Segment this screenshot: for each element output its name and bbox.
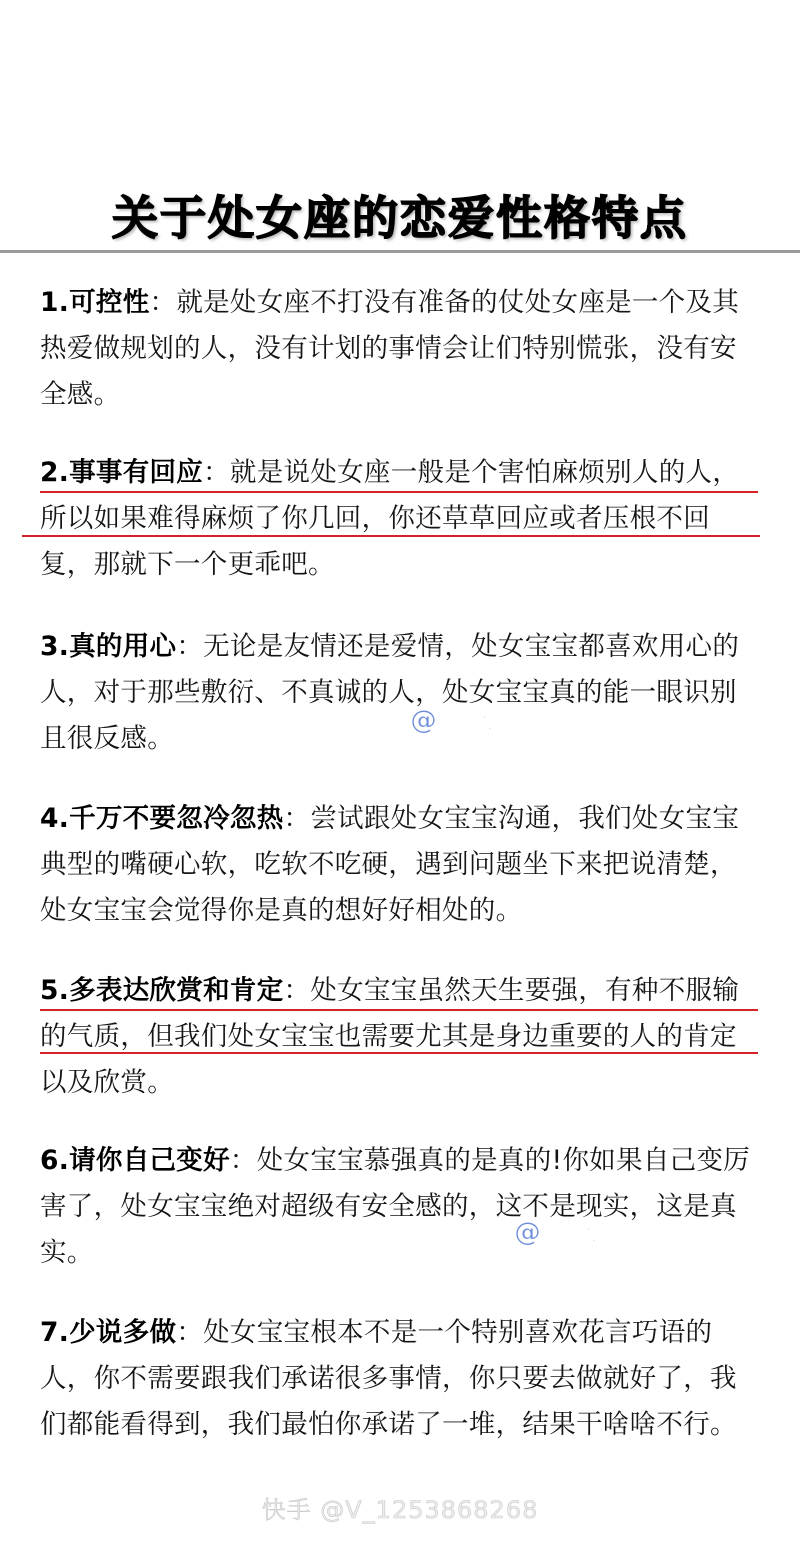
item-heading: 2.事事有回应	[40, 457, 204, 488]
item-body: 就是说处女座一般是个害怕麻烦别人的人，所以如果难得麻烦了你几回，你还草草回应或者压根不回复，那就下一个更乖吧。	[40, 457, 740, 580]
item-body: 处女宝宝慕强真的是真的!你如果自己变厉害了，处女宝宝绝对超级有安全感的，这不是现实，这是真实。	[40, 1145, 751, 1268]
watermark-label: @知欣星座馆	[514, 1217, 682, 1248]
list-item-3	[40, 624, 762, 762]
list-item-2	[40, 450, 762, 588]
item-body: 处女宝宝根本不是一个特别喜欢花言巧语的人，你不需要跟我们承诺很多事情，你只要去做就好了，我们都能看得到，我们最怕你承诺了一堆，结果干啥啥不行。	[40, 1317, 737, 1440]
list-item-4	[40, 796, 762, 934]
list-item-6	[40, 1138, 762, 1276]
item-separator: ：	[176, 631, 204, 662]
watermark-label: @知欣星座馆	[410, 705, 578, 736]
item-heading: 1.可控性	[40, 287, 150, 318]
list-item-7	[40, 1310, 762, 1448]
item-heading: 5.多表达欣赏和肯定	[40, 975, 284, 1006]
item-body: 处女宝宝虽然天生要强，有种不服输的气质，但我们处女宝宝也需要尤其是身边重要的人的肯定以及欣赏。	[40, 975, 740, 1098]
page-title: 关于处女座的恋爱性格特点	[112, 191, 688, 245]
highlight-underline	[40, 1009, 758, 1011]
item-heading: 3.真的用心	[40, 631, 177, 662]
footer-watermark: 快手 @V_1253868268	[261, 1496, 539, 1524]
item-separator: ：	[203, 457, 230, 488]
highlight-underline	[40, 491, 758, 493]
item-heading: 6.请你自己变好	[40, 1145, 230, 1176]
item-body: 就是处女座不打没有准备的仗处女座是一个及其热爱做规划的人，没有计划的事情会让们特别慌张，没有安全感。	[40, 287, 740, 410]
item-heading: 4.千万不要忽冷忽热	[40, 803, 284, 834]
item-heading: 7.少说多做	[40, 1317, 177, 1348]
item-separator: ：	[229, 1145, 257, 1176]
highlight-underline	[40, 1052, 758, 1054]
title-divider	[0, 250, 800, 253]
highlight-underline	[22, 535, 760, 537]
list-item-5	[40, 968, 762, 1106]
item-body: 尝试跟处女宝宝沟通，我们处女宝宝典型的嘴硬心软，吃软不吃硬，遇到问题坐下来把说清楚，处女宝宝会觉得你是真的想好好相处的。	[40, 803, 740, 926]
item-separator: ：	[283, 975, 311, 1006]
list-item-1	[40, 280, 762, 418]
item-body: 无论是友情还是爱情，处女宝宝都喜欢用心的人，对于那些敷衍、不真诚的人，处女宝宝真的能一眼识别且很反感。	[40, 631, 740, 754]
item-separator: ：	[283, 803, 311, 834]
item-separator: ：	[149, 287, 177, 318]
item-separator: ：	[176, 1317, 204, 1348]
